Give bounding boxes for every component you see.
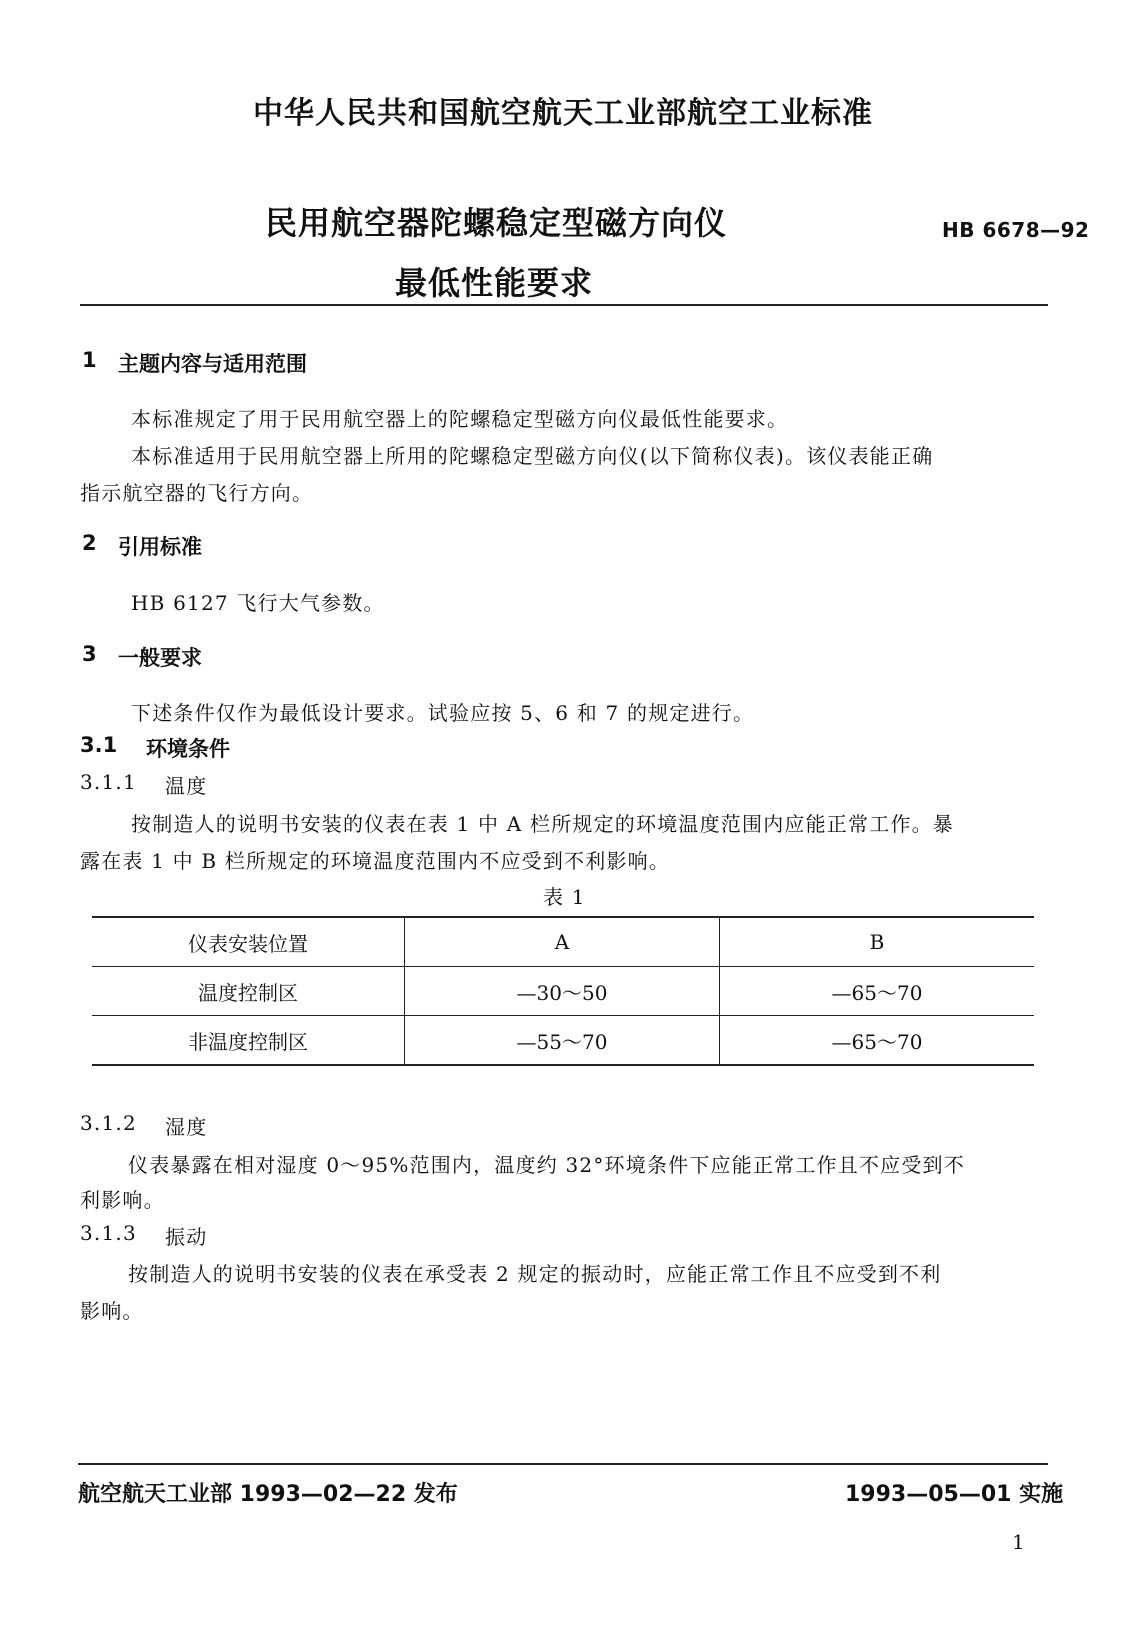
section-3-1-2-title: 湿度 (165, 1115, 208, 1139)
ministry-header: 中华人民共和国航空航天工业部航空工业标准 (253, 96, 873, 131)
section-2-title: 引用标准 (118, 535, 202, 559)
section-3-para-1: 下述条件仅作为最低设计要求。试验应按 5、6 和 7 的规定进行。 (131, 701, 755, 725)
section-2-number: 2 (82, 531, 97, 555)
section-3-1-title: 环境条件 (146, 737, 230, 761)
table-1 (92, 916, 1034, 1066)
col-header-location: 仪表安装位置 (188, 931, 308, 956)
section-3-1-2-number: 3.1.2 (80, 1111, 137, 1135)
section-3-1-3-para-b: 影响。 (80, 1299, 144, 1323)
table-cell: —55～70 (405, 1016, 720, 1066)
section-2-para-1: HB 6127 飞行大气参数。 (131, 591, 385, 615)
table-cell: 非温度控制区 (188, 1029, 308, 1054)
col-header-a: A (405, 917, 720, 967)
issuer-date: 航空航天工业部 1993—02—22 发布 (78, 1482, 458, 1507)
section-3-1-1-para-b: 露在表 1 中 B 栏所规定的环境温度范围内不应受到不利影响。 (80, 849, 671, 873)
footer-rule (78, 1463, 1048, 1465)
section-3-1-2-para-a: 仪表暴露在相对湿度 0～95%范围内，温度约 32°环境条件下应能正常工作且不应受到不 (128, 1153, 965, 1177)
page-number: 1 (1012, 1530, 1026, 1554)
effective-date: 1993—05—01 实施 (845, 1482, 1064, 1507)
standard-code: HB 6678—92 (942, 218, 1090, 242)
section-1-para-2b: 指示航空器的飞行方向。 (80, 481, 314, 505)
section-3-1-2-para-b: 利影响。 (80, 1188, 165, 1212)
table-cell: —65～70 (720, 1016, 1035, 1066)
section-3-1-3-number: 3.1.3 (80, 1221, 137, 1245)
section-3-1-1-para-a: 按制造人的说明书安装的仪表在表 1 中 A 栏所规定的环境温度范围内应能正常工作。暴 (131, 812, 954, 836)
section-3-number: 3 (82, 642, 97, 666)
section-3-1-3-title: 振动 (165, 1225, 208, 1249)
section-3-1-number: 3.1 (80, 733, 118, 757)
header-rule (80, 304, 1048, 306)
section-3-title: 一般要求 (118, 646, 202, 670)
table-header-row (92, 917, 1034, 967)
table-cell: —30～50 (405, 967, 720, 1016)
section-3-1-1-title: 温度 (165, 774, 208, 798)
section-1-para-2a: 本标准适用于民用航空器上所用的陀螺稳定型磁方向仪(以下简称仪表)。该仪表能正确 (131, 444, 934, 468)
section-1-para-1: 本标准规定了用于民用航空器上的陀螺稳定型磁方向仪最低性能要求。 (131, 407, 789, 431)
section-3-1-3-para-a: 按制造人的说明书安装的仪表在承受表 2 规定的振动时，应能正常工作且不应受到不利 (128, 1262, 942, 1286)
section-1-number: 1 (82, 348, 97, 372)
section-3-1-1-number: 3.1.1 (80, 770, 137, 794)
col-header-b: B (720, 917, 1035, 967)
table-row (92, 1016, 1034, 1066)
table-cell: —65～70 (720, 967, 1035, 1016)
document-title-line2: 最低性能要求 (395, 264, 594, 302)
section-1-title: 主题内容与适用范围 (118, 352, 307, 376)
document-title-line1: 民用航空器陀螺稳定型磁方向仪 (265, 204, 728, 242)
table-1-caption: 表 1 (543, 885, 586, 909)
table-cell: 温度控制区 (198, 980, 298, 1005)
table-row (92, 967, 1034, 1016)
